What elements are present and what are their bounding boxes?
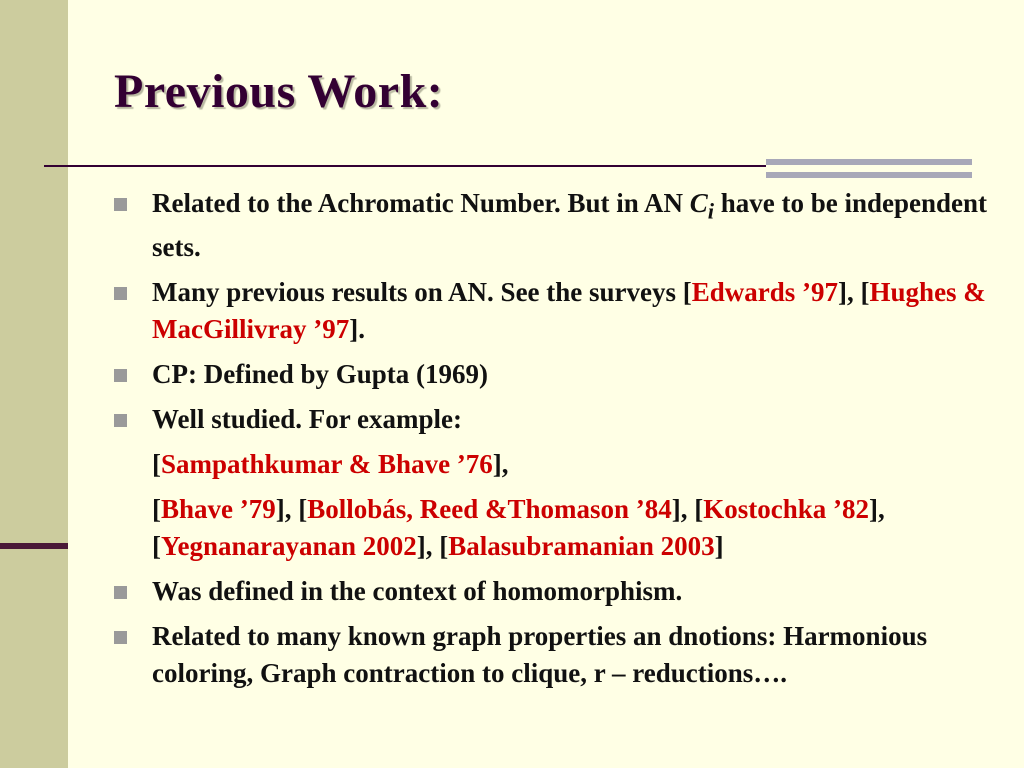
bullet-text: CP: Defined by Gupta (1969) (152, 359, 488, 390)
bullet-text: Related to many known graph properties an dnotions: Harmonious coloring, Graph contraction to clique, r – reductions…. (152, 621, 928, 689)
sub-text-part: ], [ (152, 494, 885, 562)
sub-text-part: ], [ (671, 494, 704, 525)
math-symbol-c: C (689, 188, 708, 218)
square-bullet-icon (114, 198, 127, 211)
sub-text-part: ], (492, 449, 509, 480)
left-decor-bar (0, 0, 68, 768)
reference-link-bollobas[interactable]: Bollobás, Reed &Thomason ’84 (307, 494, 672, 525)
decor-bar-top (766, 159, 972, 165)
reference-link-balasubramanian[interactable]: Balasubramanian 2003 (448, 531, 715, 562)
sub-item (114, 491, 994, 565)
sub-text-part: [ (152, 494, 161, 525)
reference-link-bhave[interactable]: Bhave ’79 (161, 494, 276, 525)
bullet-text (152, 185, 994, 266)
bullet-text-part: ], [ (838, 277, 870, 308)
bullet-item (114, 618, 994, 692)
reference-link-sampathkumar[interactable]: Sampathkumar & Bhave ’76 (161, 449, 493, 480)
bullet-text: Well studied. For example: (152, 404, 462, 435)
bullet-text: Was defined in the context of homomorphism. (152, 576, 683, 607)
square-bullet-icon (114, 586, 127, 599)
bullet-text-part: Related to the Achromatic Number. But in AN (152, 188, 690, 218)
sub-text-part: ], [ (275, 494, 308, 525)
slide-title: Previous Work: (114, 65, 444, 118)
sub-item (114, 446, 994, 483)
reference-link-kostochka[interactable]: Kostochka ’82 (703, 494, 870, 525)
slide-content (114, 185, 994, 700)
sub-text-part: ], [ (416, 531, 449, 562)
bullet-item (114, 274, 994, 348)
bullet-text-part: ]. (349, 314, 365, 345)
left-decor-accent (0, 543, 68, 549)
bullet-item (114, 573, 994, 610)
title-underline (44, 165, 766, 167)
square-bullet-icon (114, 287, 127, 300)
sub-text-part: ] (714, 531, 724, 562)
square-bullet-icon (114, 414, 127, 427)
bullet-text-part: Many previous results on AN. See the surveys [ (152, 277, 692, 308)
square-bullet-icon (114, 369, 127, 382)
reference-link-yegnanarayanan[interactable]: Yegnanarayanan 2002 (161, 531, 417, 562)
square-bullet-icon (114, 631, 127, 644)
decor-bar-bottom (766, 172, 972, 178)
bullet-text-part: have to be independent sets. (152, 188, 988, 263)
math-subscript-i: i (707, 198, 715, 224)
bullet-item (114, 185, 994, 266)
reference-link-edwards[interactable]: Edwards ’97 (691, 277, 839, 308)
bullet-item (114, 401, 994, 438)
reference-link-hughes[interactable]: Hughes & MacGillivray ’97 (152, 277, 986, 345)
bullet-text (152, 274, 994, 348)
bullet-item (114, 356, 994, 393)
sub-text-part: [ (152, 449, 161, 480)
